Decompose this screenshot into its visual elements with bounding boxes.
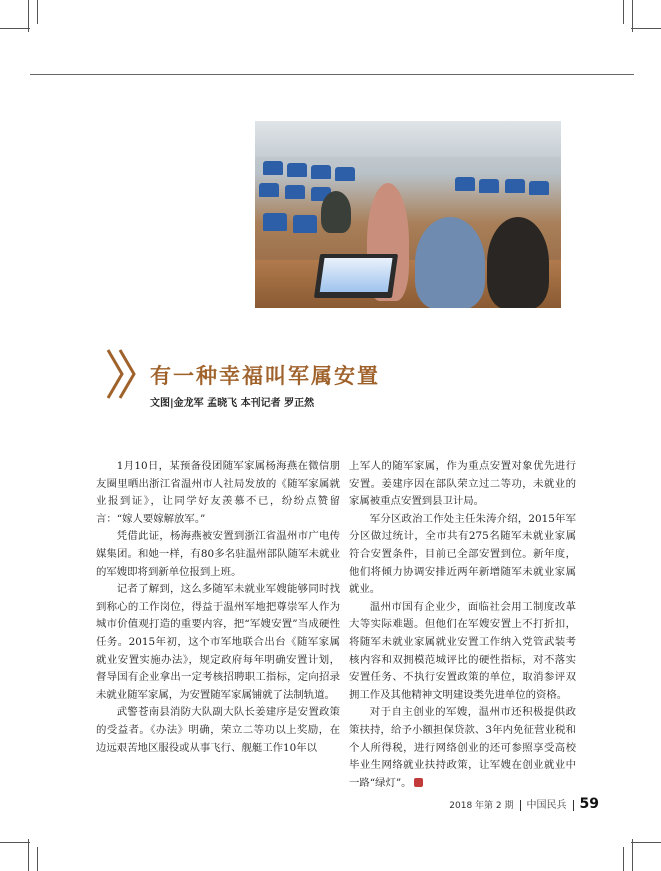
photo-seat xyxy=(311,165,331,179)
article-paragraph: 温州市国有企业少，面临社会用工制度改革大等实际难题。但他们在军嫂安置上不打折扣，将随军未就业家属就业安置工作纳入党管武装考核内容和双拥模范城评比的硬性指标，对不落实安置任务、不执行安置政策的单位，取消参评双拥工作及其他精神文明建设类先进单位的资格。 xyxy=(349,600,576,701)
title-chevron-icon xyxy=(104,348,140,400)
magazine-name: 中国民兵 xyxy=(526,800,567,811)
issue-label: 2018 年第 2 期 xyxy=(449,801,514,811)
article-paragraph: 凭借此证，杨海燕被安置到浙江省温州市广电传媒集团。和她一样，有80多名驻温州部队随军未就业的军嫂即将到新单位报到上班。 xyxy=(96,530,340,578)
photo-woman-seated xyxy=(487,217,549,308)
photo-seat xyxy=(263,161,283,175)
article-paragraph: 武警苍南县消防大队副大队长姜建序是安置政策的受益者。《办法》明确，荣立二等功以上奖励，在边远艰苦地区服役或从事飞行、舰艇工作10年以 xyxy=(96,706,340,754)
article-paragraph-text: 对于自主创业的军嫂，温州市还积极提供政策扶持，给予小额担保贷款、3年内免征营业税和个人所得税，进行网络创业的还可参照享受高校毕业生网络就业扶持政策，让军嫂在创业就业中一路“绿灯”。 xyxy=(349,706,576,789)
crop-mark xyxy=(632,839,633,871)
article-paragraph: 记者了解到，这么多随军未就业军嫂能够同时找到称心的工作岗位，得益于温州军地把尊崇军人作为城市价值观打造的重要内容，把“军嫂安置”当成硬性任务。2015年初，这个市军地联合出台《随军家属就业安置实施办法》，规定政府每年明确安置计划，督导国有企业拿出一定考核招聘职工指标，定向招录未就业随军家属，为安置随军家属铺就了法制轨道。 xyxy=(96,583,340,701)
photo-seat xyxy=(335,167,355,181)
crop-mark xyxy=(28,839,29,871)
crop-mark xyxy=(623,0,624,24)
article-column-left xyxy=(96,458,340,757)
footer-divider xyxy=(573,800,574,811)
page-footer xyxy=(449,796,599,812)
crop-mark xyxy=(37,0,38,24)
crop-mark xyxy=(0,842,30,843)
photo-man-seated xyxy=(415,217,485,308)
crop-mark xyxy=(0,28,30,29)
photo-seat xyxy=(287,163,307,177)
photo-officer xyxy=(321,191,351,233)
crop-mark xyxy=(631,842,661,843)
photo-seat xyxy=(263,213,287,231)
photo-seat xyxy=(455,177,475,191)
photo-seat xyxy=(285,185,305,199)
crop-mark xyxy=(623,847,624,871)
photo-laptop-screen xyxy=(320,258,393,292)
photo-wall xyxy=(255,121,561,157)
photo-seat xyxy=(479,179,499,193)
photo-seat xyxy=(529,181,549,195)
article-paragraph: 1月10日，某预备役团随军家属杨海燕在微信朋友圈里晒出浙江省温州市人社局发放的《随军家属就业报到证》，让同学好友羡慕不已，纷纷点赞留言：“嫁人要嫁解放军。” xyxy=(96,460,340,525)
article-column-right xyxy=(349,458,576,792)
photo-seat xyxy=(293,215,317,233)
footer-divider xyxy=(520,800,521,811)
end-of-article-icon xyxy=(414,778,423,787)
article-paragraph-last xyxy=(349,704,576,792)
photo-seat xyxy=(259,183,279,197)
article-byline: 文图|金龙军 孟晓飞 本刊记者 罗正然 xyxy=(150,398,315,409)
photo-seat xyxy=(505,179,525,193)
article-paragraph: 军分区政治工作处主任朱涛介绍，2015年军分区做过统计，全市共有275名随军未就业家属符合安置条件，目前已全部安置到位。新年度，他们将倾力协调安排近两年新增随军未就业家属就业。 xyxy=(349,512,576,596)
photo-laptop xyxy=(314,254,398,298)
crop-mark xyxy=(37,847,38,871)
article-photo xyxy=(255,121,561,308)
page-number: 59 xyxy=(579,796,599,812)
article-title: 有一种幸福叫军属安置 xyxy=(150,364,380,388)
header-rule xyxy=(30,74,634,75)
crop-mark xyxy=(631,28,661,29)
article-paragraph: 上军人的随军家属，作为重点安置对象优先进行安置。姜建序因在部队荣立过二等功，未就业的家属被重点安置到县卫计局。 xyxy=(349,460,576,508)
